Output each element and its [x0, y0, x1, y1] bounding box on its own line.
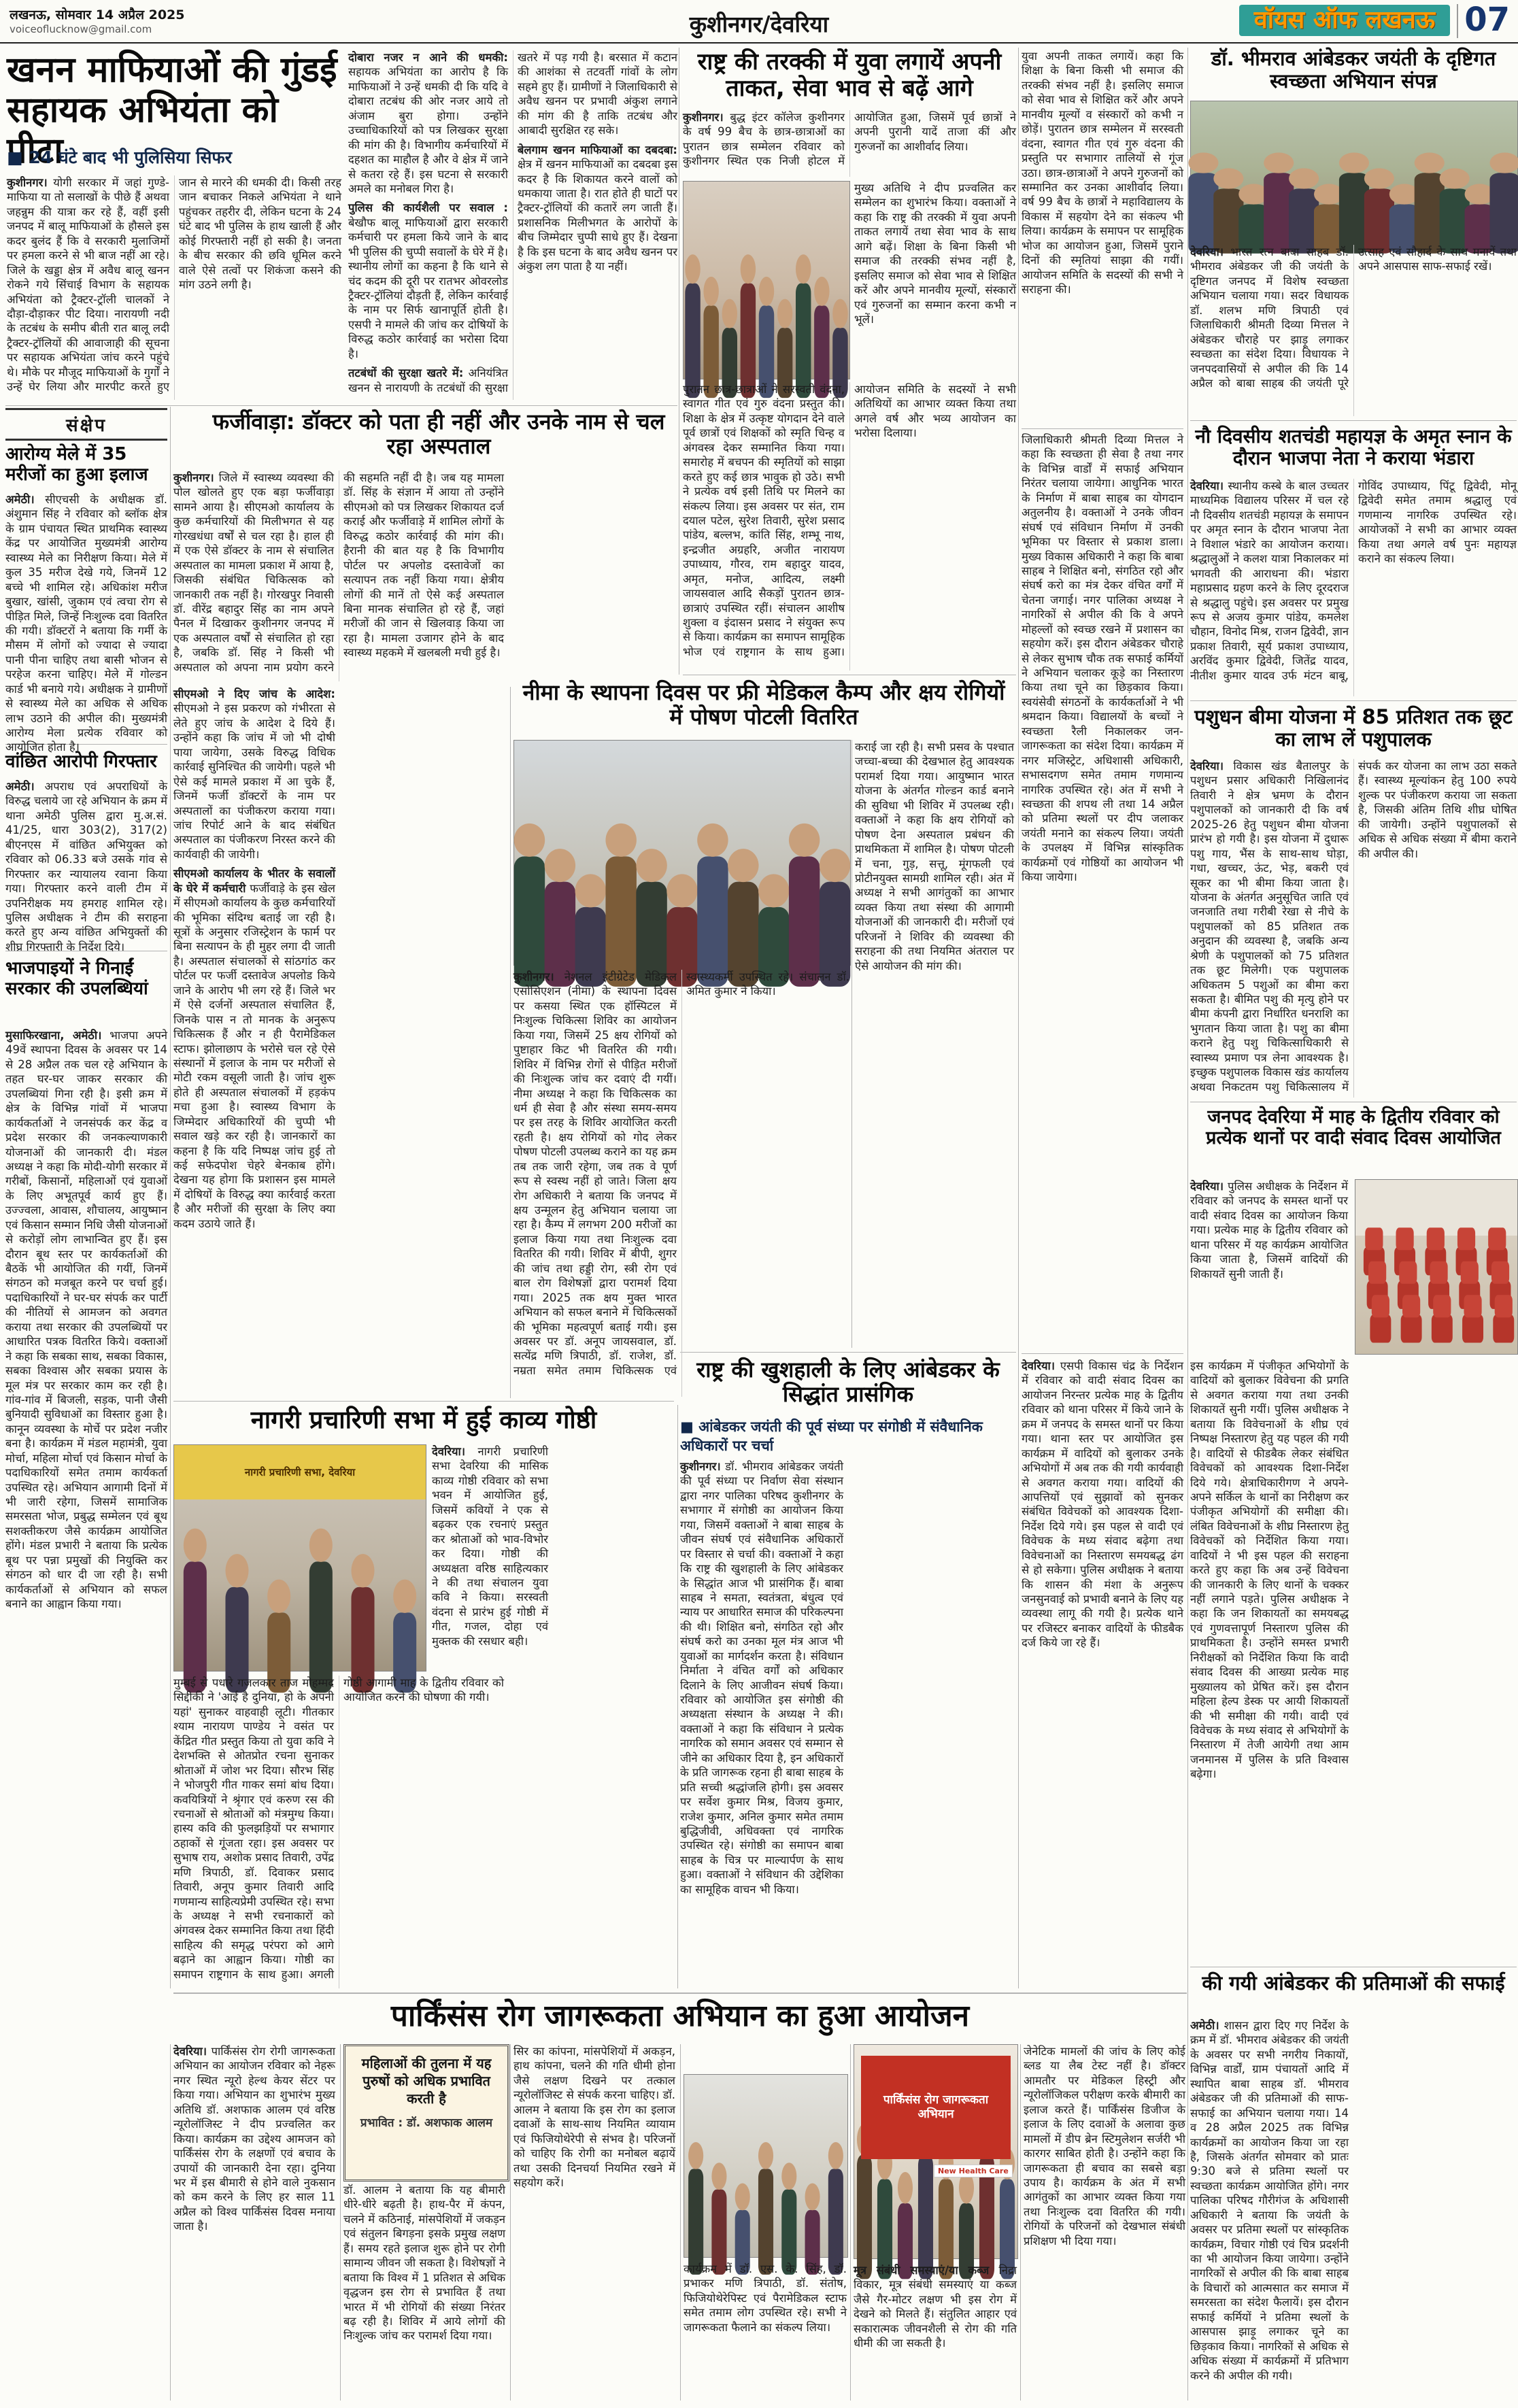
- divider: [173, 1992, 1187, 1994]
- article-text: फर्जीवाड़े के इस खेल में सीएमओ कार्यालय के कुछ कर्मचारियों की भूमिका संदिग्ध बताई जा रही है। सूत्रों के अनुसार रजिस्ट्रेशन के फार्म पर बिना सत्यापन के ही मुहर लगा दी जाती है। अस्पताल संचालकों से सांठगांठ कर पोर्टल पर फर्जी दस्तावेज अपलोड किये जाने के आरोप भी लग रहे हैं। जिले भर में ऐसे दर्जनों अस्पताल संचालित हैं, जिनके पास न तो मानक के अनुरूप चिकित्सक हैं और न ही पैरामेडिकल स्टाफ। झोलाछाप के भरोसे चल रहे ऐसे संस्थानों में इलाज के नाम पर मरीजों से मोटी रकम वसूली जाती है। जांच शुरू होते ही अस्पताल संचालकों में हड़कंप मचा हुआ है। स्वास्थ्य विभाग के जिम्मेदार अधिकारियों की चुप्पी भी सवाल खड़े कर रही है। जानकारों का कहना है कि यदि निष्पक्ष जांच हुई तो कई सफेदपोश चेहरे बेनकाब होंगे। देखना यह होगा कि प्रशासन इस मामले में दोषियों के विरुद्ध क्या कार्रवाई करता है और मरीजों की सुरक्षा के लिए क्या कदम उठाये जाते हैं।: [173, 881, 336, 1230]
- article-mahayagya-body: [1190, 479, 1517, 696]
- section-head: बेलगाम खनन माफियाओं का दबदबा:: [518, 143, 677, 156]
- article-text: मुम्बई से पधारे गजलकार ताज मोहम्मद सिद्दीकी ने 'आई है दुनिया, हो के अपनी यहां' सुनाकर वाहवाही लूटी। गीतकार श्याम नारायण पाण्डेय ने वसंत पर केंद्रित गीत प्रस्तुत किया तो युवा कवि ने देशभक्ति से ओतप्रोत रचना सुनाकर श्रोताओं में जोश भर दिया। सौरभ सिंह ने भोजपुरी गीत गाकर समां बांध दिया। कवयित्रियों ने श्रृंगार एवं करुण रस की रचनाओं से श्रोताओं को मंत्रमुग्ध किया। हास्य कवि की फुलझड़ियों पर सभागार ठहाकों से गूंजता रहा। इस अवसर पर सुभाष राय, अशोक प्रसाद तिवारी, उपेंद्र मणि त्रिपाठी, डॉ. दिवाकर प्रसाद तिवारी, अनूप कुमार तिवारी आदि गणमान्य साहित्यप्रेमी उपस्थित रहे। सभा के अध्यक्ष ने सभी रचनाकारों को अंगवस्त्र देकर सम्मानित किया तथा हिंदी साहित्य की समृद्ध परंपरा को आगे बढ़ाने का आह्वान किया। गोष्ठी का समापन राष्ट्रगान के साथ हुआ। अगली गोष्ठी आगामी माह के द्वितीय रविवार को आयोजित करने की घोषणा की गयी।: [173, 1676, 504, 1981]
- parkinsons-banner: [861, 2056, 1011, 2159]
- section-head: मूत्र संबंधी समस्याएं/या कब्ज: [854, 2264, 990, 2277]
- article-kavya-intro: [432, 1444, 674, 1670]
- column-rule: [510, 687, 511, 1398]
- article-farjiwada-intro: [173, 471, 674, 681]
- article-text: डॉ. आलम ने बताया कि यह बीमारी धीरे-धीरे बढ़ती है। हाथ-पैर में कंपन, चलने में कठिनाई, मांसपेशियों में जकड़न एवं संतुलन बिगड़ना इसके प्रमुख लक्षण हैं। समय रहते इलाज शुरू होने पर रोगी सामान्य जीवन जी सकता है। विशेषज्ञों ने बताया कि विश्व में 1 प्रतिशत से अधिक वृद्धजन इस रोग से प्रभावित हैं तथा भारत में भी रोगियों की संख्या निरंतर बढ़ रही है। शिविर में आये लोगों की निःशुल्क जांच कर परामर्श दिया गया।: [343, 2184, 505, 2343]
- article-pashudhan-body: [1190, 759, 1517, 1098]
- article-text: पुरातन छात्र-छात्राओं ने सरस्वती वंदना, स्वागत गीत एवं गुरु वंदना प्रस्तुत की। शिक्षा के क्षेत्र में उत्कृष्ट योगदान देने वाले पूर्व छात्रों एवं शिक्षकों को स्मृति चिन्ह व अंगवस्त्र देकर सम्मानित किया गया। समारोह में बचपन की स्मृतियों को साझा करते हुए कई छात्र भावुक हो उठे। सभी ने प्रत्येक वर्ष इसी तिथि पर मिलने का संकल्प लिया। इस अवसर पर संत, राम दयाल पटेल, सुरेश तिवारी, सुरेश प्रसाद पांडेय, बल्लभ, कांति सिंह, शम्भू नाथ, इन्द्रजीत अग्रहरि, अजीत नारायण उपाध्याय, गौरव, राम बहादुर यादव, अमृत, मनोज, आदित्य, लक्ष्मी जायसवाल आदि सैकड़ों पुरातन छात्र-छात्राएं उपस्थित रहीं। संचालन आशीष शुक्ला व इंदासन प्रसाद ने संयुक्त रूप से किया। कार्यक्रम का समापन सामूहिक भोज एवं राष्ट्रगान के साथ हुआ। आयोजन समिति के सदस्यों ने सभी अतिथियों का आभार व्यक्त किया तथा अगले वर्ष और भव्य आयोजन का भरोसा दिलाया।: [683, 383, 1016, 658]
- column-rule: [170, 2044, 171, 2401]
- headline-vanchhit: वांछित आरोपी गिरफ्तार: [5, 751, 157, 772]
- article-text: इस कार्यक्रम में पंजीकृत अभियोगों के वादियों को बुलाकर विवेचना की प्रगति से अवगत कराया गया तथा उनकी शिकायतें सुनी गयीं। पुलिस अधीक्षक ने बताया कि विवेचनाओं के शीघ्र एवं निष्पक्ष निस्तारण हेतु यह पहल की गयी है। वादियों से फीडबैक लेकर संबंधित विवेचकों को आवश्यक दिशा-निर्देश दिये गये। क्षेत्राधिकारीगण ने अपने-अपने सर्किल के थानों का निरीक्षण कर पंजीकृत अभियोगों की समीक्षा की। लंबित विवेचनाओं के शीघ्र निस्तारण हेतु विवेचकों को निर्देशित किया गया। वादियों ने भी इस पहल की सराहना करते हुए कहा कि अब उन्हें विवेचना की जानकारी के लिए थानों के चक्कर नहीं लगाने पड़ते। पुलिस अधीक्षक ने कहा कि जन शिकायतों का समयबद्ध एवं गुणवत्तापूर्ण निस्तारण पुलिस की प्राथमिकता है। उन्होंने समस्त प्रभारी निरीक्षकों को निर्देशित किया कि वादी संवाद दिवस की आख्या प्रत्येक माह मुख्यालय को प्रेषित करें। इस दौरान महिला हेल्प डेस्क पर आयी शिकायतों की भी समीक्षा की गयी। वादी एवं विवेचक के मध्य संवाद से अभियोगों के निस्तारण में तेजी आयेगी तथा आम जनमानस में पुलिस के प्रति विश्वास बढ़ेगा।: [1190, 1359, 1349, 1781]
- column-rule: [1018, 48, 1019, 1988]
- page-number: 07: [1464, 1, 1510, 39]
- article-text: जेनेटिक मामलों की जांच के लिए कोई ब्लड या लैब टेस्ट नहीं है। डॉक्टर आमतौर पर मेडिकल हिस्ट्री और न्यूरोलॉजिकल परीक्षण करके बीमारी का इलाज करते हैं। पार्किंसंस डिजीज के इलाज के लिए दवाओं के अलावा कुछ मामलों में डीप ब्रेन स्टिमुलेशन सर्जरी भी कारगर साबित होती है। उन्होंने कहा कि जागरूकता ही बचाव का सबसे बड़ा उपाय है। कार्यक्रम के अंत में सभी आगंतुकों का आभार व्यक्त किया गया तथा निःशुल्क दवा वितरित की गयी। रोगियों के परिजनों को देखभाल संबंधी प्रशिक्षण भी दिया गया।: [1024, 2045, 1185, 2248]
- banner-text: पार्किंसंस रोग जागरूकता अभियान: [883, 2092, 989, 2121]
- dateline: देवरिया।: [1190, 245, 1224, 258]
- headline-rashtra: राष्ट्र की तरक्की में युवा लगायें अपनी ताकत, सेवा भाव से बढ़ें आगे: [697, 48, 1002, 102]
- quote-box-attribution: प्रभावित : डॉ. अशफाक आलम: [360, 2116, 493, 2130]
- article-text: कराई जा रही है। सभी प्रसव के पश्चात जच्चा-बच्चा की देखभाल हेतु आवश्यक परामर्श दिया गया। आयुष्मान भारत योजना के अंतर्गत गोल्डन कार्ड बनाने की सुविधा भी शिविर में उपलब्ध रही। वक्ताओं ने कहा कि क्षय रोगियों को पोषण देना अस्पताल प्रबंधन की प्राथमिकता में शामिल है। पोषण पोटली में चना, गुड़, सत्तू, मूंगफली एवं प्रोटीनयुक्त सामग्री शामिल रही। अंत में अध्यक्ष ने सभी आगंतुकों का आभार व्यक्त किया तथा संस्था की आगामी योजनाओं की जानकारी दी। मरीजों एवं परिजनों ने शिविर की व्यवस्था की सराहना की तथा नियमित अंतराल पर ऐसे आयोजन की मांग की।: [855, 741, 1014, 972]
- dateline: कुशीनगर।: [513, 970, 554, 983]
- dateline: अमेठी।: [5, 780, 35, 793]
- article-vadi-cont: [1022, 1359, 1183, 1990]
- kavya-photo-banner: [174, 1445, 426, 1499]
- article-text: जिले में स्वास्थ्य व्यवस्था की पोल खोलते हुए एक बड़ा फर्जीवाड़ा सामने आया है। सीएमओ कार्यालय के कुछ कर्मचारियों की मिलीभगत से यह गोरखधंधा वर्षों से चल रहा है। हाल ही में एक ऐसे डॉक्टर के नाम से संचालित अस्पताल का मामला प्रकाश में आया है, जिसकी संबंधित चिकित्सक को जानकारी तक नहीं है। गोरखपुर निवासी डॉ. वीरेंद्र बहादुर सिंह का नाम अपने पैनल में दिखाकर कुशीनगर जनपद में एक अस्पताल वर्षों से संचालित हो रहा है, जबकि डॉ. सिंह ने किसी भी अस्पताल को अपना नाम प्रयोग करने की सहमति नहीं दी है। जब यह मामला डॉ. सिंह के संज्ञान में आया तो उन्होंने सीएमओ को पत्र लिखकर शिकायत दर्ज कराई और फर्जीवाड़े में शामिल लोगों के विरुद्ध कठोर कार्रवाई की मांग की। हैरानी की बात यह है कि विभागीय पोर्टल पर अपलोड दस्तावेजों का सत्यापन तक नहीं किया गया। क्षेत्रीय लोगों की मानें तो ऐसे कई अस्पताल बिना मानक संचालित हो रहे हैं, जहां मरीजों की जान से खिलवाड़ किया जा रहा है। मामला उजागर होने के बाद स्वास्थ्य महकमे में खलबली मची हुई है।: [173, 471, 504, 674]
- headline-nima: नीमा के स्थापना दिवस पर फ्री मेडिकल कैम्प और क्षय रोगियों में पोषण पोटली वितरित: [522, 679, 1005, 730]
- article-nima-body: [513, 970, 849, 1397]
- section-head: पुलिस की कार्यशैली पर सवाल :: [348, 201, 508, 215]
- article-vadi-side: [1190, 1179, 1348, 1353]
- dateline: देवरिया।: [1022, 1359, 1056, 1372]
- article-safai-body: [1190, 2018, 1517, 2399]
- article-text: युवा अपनी ताकत लगायें। कहा कि शिक्षा के बिना किसी भी समाज की तरक्की संभव नहीं है। इसलिए समाज को सेवा भाव से शिक्षित करें और अपने मानवीय मूल्यों व संस्कारों को कभी न छोड़ें। पुरातन छात्र सम्मेलन में सरस्वती वंदना, स्वागत गीत एवं गुरु वंदना की प्रस्तुति पर सभागार तालियों से गूंज उठा। छात्र-छात्राओं ने अपने गुरुजनों को सम्मानित कर उनका आशीर्वाद लिया। वर्ष 99 बैच के छात्रों ने महाविद्यालय के विकास में सहयोग देने का संकल्प भी लिया। कार्यक्रम के समापन पर सामूहिक भोज का आयोजन हुआ, जिसमें पुराने दिनों की स्मृतियां साझा की गयीं। आयोजन समिति के सदस्यों की सभी ने सराहना की।: [1022, 50, 1183, 296]
- article-khushhali-body: [680, 1459, 1016, 1988]
- article-text: डॉ. भीमराव आंबेडकर जयंती की पूर्व संध्या पर निर्वाण सेवा संस्थान द्वारा नगर पालिका परिषद कुशीनगर के सभागार में संगोष्ठी का आयोजन किया गया, जिसमें वक्ताओं ने बाबा साहब के जीवन संघर्ष एवं संवैधानिक अधिकारों पर विस्तार से चर्चा की। वक्ताओं ने कहा कि राष्ट्र की खुशहाली के लिए आंबेडकर के सिद्धांत आज भी प्रासंगिक हैं। बाबा साहब ने समता, स्वतंत्रता, बंधुत्व एवं न्याय पर आधारित समाज की परिकल्पना की थी। शिक्षित बनो, संगठित रहो और संघर्ष करो का उनका मूल मंत्र आज भी युवाओं का मार्गदर्शन करता है। संविधान निर्माता ने वंचित वर्गों को अधिकार दिलाने के लिए आजीवन संघर्ष किया। रविवार को आयोजित इस संगोष्ठी की अध्यक्षता संस्थान के अध्यक्ष ने की। वक्ताओं ने कहा कि संविधान ने प्रत्येक नागरिक को समान अवसर एवं सम्मान से जीने का अधिकार दिया है, इन अधिकारों के प्रति जागरूक रहना ही बाबा साहब के प्रति सच्ची श्रद्धांजलि होगी। इस अवसर पर सर्वेश कुमार मिश्र, विजय कुमार, राजेश कुमार, अनिल कुमार समेत तमाम बुद्धिजीवी, अधिवक्ता एवं नागरिक उपस्थित रहे। संगोष्ठी का समापन बाबा साहब के चित्र पर माल्यार्पण के साथ हुआ। वक्ताओं ने संविधान की उद्देशिका का सामूहिक वाचन भी किया।: [680, 1460, 843, 1896]
- column-rule: [170, 407, 171, 1988]
- column-rule: [340, 2044, 341, 2401]
- article-parkinsons-caption2: [854, 2263, 1017, 2401]
- header-divider: [1457, 4, 1458, 38]
- dateline: देवरिया।: [173, 2045, 207, 2058]
- column-rule: [677, 1405, 678, 1988]
- clinic-name-tag: New Health Care: [934, 2165, 1013, 2177]
- article-text: अनियंत्रित खनन से नारायणी के तटबंधों की सुरक्षा खतरे में पड़ गयी है। बरसात में कटान की आशंका से तटवर्ती गांवों के लोग सहमे हुए हैं। ग्रामीणों ने जिलाधिकारी से अवैध खनन पर प्रभावी अंकुश लगाने की मांग की है ताकि तटबंध और आबादी सुरक्षित रह सके।: [348, 51, 677, 394]
- headline-parkinsons: पार्किंसंस रोग जागरूकता अभियान का हुआ आयोजन: [390, 1999, 970, 2033]
- edition-date: लखनऊ, सोमवार 14 अप्रैल 2025: [10, 7, 185, 22]
- article-nima-col: [855, 740, 1014, 1348]
- divider: [1022, 428, 1183, 429]
- vadi-photo-chairs: [1355, 1179, 1518, 1355]
- article-kavya-body: [173, 1676, 674, 1988]
- divider: [5, 405, 677, 406]
- masthead: वॉयस ऑफ लखनऊ: [1239, 5, 1450, 36]
- dateline: कुशीनगर।: [7, 176, 48, 189]
- article-text: निद्रा विकार, मूत्र संबंधी समस्याएं या कब्ज जैसे गैर-मोटर लक्षण भी इस रोग में देखने को मिलते हैं। संतुलित आहार एवं सकारात्मक जीवनशैली से रोग की गति धीमी की जा सकती है।: [854, 2264, 1017, 2350]
- subhead-khushhali: ■ आंबेडकर जयंती की पूर्व संध्या पर संगोष्ठी में संवैधानिक अधिकारों पर चर्चा: [680, 1417, 1016, 1455]
- article-text: बेखौफ बालू माफियाओं द्वारा सरकारी कर्मचारी पर हमला किये जाने के बाद भी पुलिस की चुप्पी सवालों के घेरे में है। स्थानीय लोगों का कहना है कि थाने से चंद कदम की दूरी पर रातभर ओवरलोड ट्रैक्टर-ट्रॉलियां दौड़ती हैं, लेकिन कार्रवाई के नाम पर सिर्फ खानापूर्ति होती है। एसपी ने मामले की जांच कर दोषियों के विरुद्ध कठोर कार्रवाई का भरोसा दिया है।: [348, 216, 508, 360]
- article-parkinsons-caption1: [684, 2262, 847, 2401]
- article-text: योगी सरकार में जहां गुण्डे-माफिया या तो सलाखों के पीछे हैं अथवा जहन्नुम की यात्रा कर रहे हैं, वहीं इसी जनपद में बालू माफियाओं के हौसले इस कदर बुलंद हैं कि वे सरकारी मुलाजिमों पर हमला करने से भी बाज नहीं आ रहे। जिले के खड्डा क्षेत्र में अवैध बालू खनन रोकने गये सिंचाई विभाग के सहायक अभियंता को ट्रैक्टर-ट्रॉली चालकों ने दौड़ा-दौड़ाकर पीट दिया। नारायणी नदी के तटबंध के समीप बीती रात बालू लदी ट्रैक्टर-ट्रॉलियों की आवाजाही की सूचना पर सहायक अभियंता जांच करने पहुंचे थे। मौके पर मौजूद माफियाओं के गुर्गों ने उन्हें घेर लिया और मारपीट करते हुए जान से मारने की धमकी दी। किसी तरह जान बचाकर निकले अभियंता ने थाने पहुंचकर तहरीर दी, लेकिन घटना के 24 घंटे बाद भी पुलिस के हाथ खाली हैं और कोई गिरफ्तारी नहीं हो सकी है। जनता के बीच सरकार की छवि धूमिल करने वाले ऐसे तत्वों पर शिकंजा कसने की मांग उठने लगी है।: [7, 176, 341, 394]
- article-text: विकास खंड बैतालपुर के पशुधन प्रसार अधिकारी निखिलानंद तिवारी ने क्षेत्र भ्रमण के दौरान पशुपालकों को जानकारी दी कि वर्ष 2025-26 हेतु पशुधन बीमा योजना प्रारंभ हो गयी है। इस योजना में दुधारू पशु गाय, भैंस के साथ-साथ घोड़ा, गधा, खच्चर, ऊंट, भेड़, बकरी एवं सूकर का भी बीमा किया जाता है। योजना के अंतर्गत अनुसूचित जाति एवं जनजाति तथा गरीबी रेखा से नीचे के पशुपालकों को 85 प्रतिशत तक अनुदान की व्यवस्था है, जबकि अन्य श्रेणी के पशुपालकों को 75 प्रतिशत तक छूट मिलेगी। एक पशुपालक अधिकतम 5 पशुओं का बीमा करा सकता है। बीमित पशु की मृत्यु होने पर बीमा कंपनी द्वारा निर्धारित धनराशि का भुगतान किया जाता है। पशु का बीमा कराने हेतु पशु चिकित्साधिकारी से स्वास्थ्य प्रमाण पत्र लेना आवश्यक है। इच्छुक पशुपालक विकास खंड कार्यालय अथवा निकटतम पशु चिकित्सालय में संपर्क कर योजना का लाभ उठा सकते हैं। स्वास्थ्य मूल्यांकन हेतु 100 रुपये शुल्क पर पंजीकरण कराया जा सकता है, जिसकी अंतिम तिथि शीघ्र घोषित की जायेगी। उन्होंने पशुपालकों से अधिक से अधिक संख्या में बीमा कराने की अपील की।: [1190, 760, 1517, 1093]
- article-rashtra-body: [683, 382, 1016, 671]
- article-text: स्थानीय कस्बे के बाल उच्चतर माध्यमिक विद्यालय परिसर में चल रहे नौ दिवसीय शतचंडी महायज्ञ के समापन पर अमृत स्नान के दौरान भाजपा नेता ने विशाल भंडारे का आयोजन कराया। श्रद्धालुओं ने कलश यात्रा निकालकर मां भगवती की आराधना की। भंडारा महाप्रसाद ग्रहण करने के लिए दूरदराज से श्रद्धालु पहुंचे। इस अवसर पर प्रमुख रूप से अजय कुमार पांडेय, कमलेश चौहान, विनोद मिश्र, राजन द्विवेदी, ज्ञान प्रकाश तिवारी, सूर्य प्रकाश उपाध्याय, अरविंद कुमार द्विवेदी, जितेंद्र यादव, नीतीश कुमार यादव उर्फ मंटन बाबू, गोविंद उपाध्याय, पिंटू द्विवेदी, मोनू द्विवेदी समेत तमाम श्रद्धालु एवं गणमान्य नागरिक उपस्थित रहे। आयोजकों ने सभी का आभार व्यक्त किया तथा अगले वर्ष पुनः महायज्ञ कराने का संकल्प लिया।: [1190, 479, 1517, 682]
- dateline: अमेठी।: [1190, 2019, 1219, 2032]
- article-rashtra-intro: [683, 110, 1016, 177]
- dateline: अमेठी।: [5, 493, 35, 506]
- sankshep-label: संक्षेप: [5, 408, 167, 441]
- section-head: सीएमओ ने दिए जांच के आदेश:: [173, 688, 335, 700]
- article-text: सहायक अभियंता का आरोप है कि माफियाओं ने उन्हें धमकी दी कि यदि वे दोबारा तटबंध की ओर नजर आये तो अंजाम बुरा होगा। उन्होंने उच्चाधिकारियों को पत्र लिखकर सुरक्षा की मांग की है। विभागीय कर्मचारियों में दहशत का माहौल है और वे क्षेत्र में जाने से कतरा रहे हैं। इस घटना से सरकारी अमले का मनोबल गिरा है।: [348, 65, 508, 195]
- headline-farjiwada: फर्जीवाड़ा: डॉक्टर को पता ही नहीं और उनके नाम से चल रहा अस्पताल: [212, 409, 665, 460]
- headline-pashudhan: पशुधन बीमा योजना में 85 प्रतिशत तक छूट का लाभ लें पशुपालक: [1194, 705, 1513, 751]
- article-text: पुलिस अधीक्षक के निर्देशन में रविवार को जनपद के समस्त थानों पर वादी संवाद दिवस का आयोजन किया गया। प्रत्येक माह के द्वितीय रविवार को थाना परिसर में यह कार्यक्रम आयोजित किया जाता है, जिसमें वादियों की शिकायतें सुनी जाती हैं।: [1190, 1180, 1348, 1281]
- article-text: एसपी विकास चंद्र के निर्देशन में रविवार को वादी संवाद दिवस का आयोजन निरन्तर प्रत्येक माह के द्वितीय रविवार को थाना परिसर में किये जाने के क्रम में जनपद के समस्त थानों पर किया गया। थाना स्तर पर आयोजित इस कार्यक्रम में वादियों को बुलाकर उनके अभियोगों में अब तक की गयी कार्यवाही से अवगत कराया गया। वादियों की आपत्तियों एवं सुझावों को सुनकर संबंधित विवेचकों को आवश्यक दिशा-निर्देश दिये गये। इस पहल से वादी एवं विवेचक के मध्य संवाद बढ़ेगा तथा विवेचनाओं का निस्तारण समयबद्ध ढंग से हो सकेगा। पुलिस अधीक्षक ने बताया कि शासन की मंशा के अनुरूप जनसुनवाई को प्रभावी बनाने के लिए यह व्यवस्था लागू की गयी है। प्रत्येक थाने पर रजिस्टर बनाकर वादियों के फीडबैक दर्ज किये जा रहे हैं।: [1022, 1359, 1183, 1650]
- article-text: नेशनल इंटीग्रेटेड मेडिकल एसोसिएशन (नीमा) के स्थापना दिवस पर कसया स्थित एक हॉस्पिटल में निःशुल्क चिकित्सा शिविर का आयोजन किया गया, जिसमें 25 क्षय रोगियों को पुष्टाहार किट भी वितरित की गयी। शिविर में विभिन्न रोगों से पीड़ित मरीजों की निःशुल्क जांच कर दवाएं दी गयीं। नीमा अध्यक्ष ने कहा कि चिकित्सक का धर्म ही सेवा है और संस्था समय-समय पर इस तरह के शिविर आयोजित करती रहती है। क्षय रोगियों को गोद लेकर पोषण पोटली उपलब्ध कराने का यह क्रम तब तक जारी रहेगा, जब तक वे पूर्ण रूप से स्वस्थ नहीं हो जाते। जिला क्षय रोग अधिकारी ने बताया कि जनपद में क्षय उन्मूलन हेतु अभियान चलाया जा रहा है। कैम्प में लगभग 200 मरीजों का इलाज किया गया तथा निःशुल्क दवा वितरित की गयी। शिविर में बीपी, शुगर की जांच तथा हड्डी रोग, स्त्री रोग एवं बाल रोग विशेषज्ञों द्वारा परामर्श दिया गया। 2025 तक क्षय मुक्त भारत अभियान को सफल बनाने में चिकित्सकों की भूमिका महत्वपूर्ण बताई गयी। इस अवसर पर डॉ. अनूप जायसवाल, डॉ. सत्येंद्र मणि त्रिपाठी, डॉ. राजेश, डॉ. नम्रता समेत तमाम चिकित्सक एवं स्वास्थ्यकर्मी उपस्थित रहे। संचालन डॉ. अमित कुमार ने किया।: [513, 970, 849, 1377]
- parkinsons-photo-banner: [854, 2044, 1018, 2259]
- column-rule: [1187, 48, 1188, 2401]
- divider: [1190, 700, 1517, 701]
- article-rashtra-cont: [1022, 49, 1183, 424]
- headline-arogya: आरोग्य मेले में 35 मरीजों का हुआ इलाज: [5, 444, 148, 485]
- dateline: देवरिया।: [432, 1445, 466, 1458]
- kavya-photo: [173, 1444, 426, 1672]
- article-text: बुद्ध इंटर कॉलेज कुशीनगर के वर्ष 99 बैच के छात्र-छात्राओं का पुरातन छात्र सम्मेलन रविवार को कुशीनगर स्थित एक निजी होटल में आयोजित हुआ, जिसमें पूर्व छात्रों ने अपनी पुरानी यादें ताजा कीं और गुरुजनों का आशीर्वाद लिया।: [683, 111, 1016, 168]
- quote-box-heading: महिलाओं की तुलना में यह पुरुषों को अधिक प्रभावित करती है: [361, 2055, 492, 2107]
- headline-khanan: खनन माफियाओं की गुंडई सहायक अभियंता को पीटा: [7, 50, 337, 171]
- divider: [1022, 1353, 1183, 1354]
- article-text: क्षेत्र में खनन माफियाओं का दबदबा इस कदर है कि शिकायत करने वालों को धमकाया जाता है। रात होते ही घाटों पर ट्रैक्टर-ट्रॉलियों की कतारें लग जाती हैं। प्रशासनिक मिलीभगत के आरोपों के बीच जिम्मेदार चुप्पी साधे हुए हैं। देखना है कि इस घटना के बाद अवैध खनन पर अंकुश लग पाता है या नहीं।: [518, 158, 677, 273]
- article-text: कार्यक्रम में डॉ. एस. के. सिंह, डॉ. प्रभाकर मणि त्रिपाठी, डॉ. संतोष, फिजियोथेरेपिस्ट एवं पैरामेडिकल स्टाफ समेत तमाम लोग उपस्थित रहे। सभी ने जागरूकता फैलाने का संकल्प लिया।: [684, 2262, 847, 2334]
- headline-safai: की गयी आंबेडकर की प्रतिमाओं की सफाई: [1202, 1971, 1505, 1995]
- article-text: पार्किंसंस रोग रोगी जागरूकता अभियान का आयोजन रविवार को नेहरू नगर स्थित न्यूरो हेल्थ केयर सेंटर पर किया गया। अभियान का शुभारंभ मुख्य अतिथि डॉ. अशफाक आलम एवं वरिष्ठ न्यूरोलॉजिस्ट ने दीप प्रज्वलित कर किया। कार्यक्रम का उद्देश्य आमजन को पार्किंसंस रोग के लक्षणों एवं बचाव के उपायों की जानकारी देना रहा। दुनिया भर में इस बीमारी से होने वाले नुकसान को कम करने के लिए हर साल 11 अप्रैल को विश्व पार्किंसंस दिवस मनाया जाता है।: [173, 2045, 335, 2233]
- dateline: मुसाफिरखाना, अमेठी।: [5, 1029, 102, 1042]
- article-swachhata-body: [1190, 245, 1517, 416]
- article-arogya-body: [5, 492, 167, 754]
- article-text: सिर का कांपना, मांसपेशियों में अकड़न, हाथ कांपना, चलने की गति धीमी होना जैसे लक्षण दिखने पर तत्काल न्यूरोलॉजिस्ट से संपर्क करना चाहिए। डॉ. आलम ने बताया कि इस रोग का इलाज दवाओं के साथ-साथ नियमित व्यायाम एवं फिजियोथेरेपी से संभव है। परिजनों को चाहिए कि रोगी का मनोबल बढ़ायें तथा उसकी दिनचर्या नियमित रखने में सहयोग करें।: [513, 2045, 675, 2189]
- article-text: सीएचसी के अधीक्षक डॉ. अंशुमान सिंह ने रविवार को ब्लॉक क्षेत्र के ग्राम पंचायत स्थित प्राथमिक स्वास्थ्य केंद्र पर आयोजित मुख्यमंत्री आरोग्य स्वास्थ्य मेले का निरीक्षण किया। मेले में कुल 35 मरीज देखे गये, जिनमें 12 बच्चे भी शामिल रहे। अधिकांश मरीज बुखार, खांसी, जुकाम एवं त्वचा रोग से पीड़ित मिले, जिन्हें निःशुल्क दवा वितरित की गयी। डॉक्टरों ने बताया कि गर्मी के मौसम में लोगों को ज्यादा से ज्यादा पानी पीना चाहिए तथा बासी भोजन से परहेज करना चाहिए। मेले में गोल्डन कार्ड भी बनाये गये। अधीक्षक ने ग्रामीणों से स्वास्थ्य मेले का अधिक से अधिक लाभ उठाने की अपील की। मुख्यमंत्री आरोग्य मेला प्रत्येक रविवार को आयोजित होता है।: [5, 493, 167, 754]
- section-head: दोबारा नजर न आने की धमकी:: [348, 51, 508, 64]
- article-bhajpa-body: [5, 1028, 167, 2398]
- headline-kavya: नागरी प्रचारिणी सभा में हुई काव्य गोष्ठी: [250, 1406, 597, 1434]
- column-rule: [680, 2044, 681, 2401]
- column-rule: [1020, 2044, 1021, 2401]
- article-vanchhit-body: [5, 779, 167, 953]
- parkinsons-quote-box: [343, 2044, 509, 2182]
- article-parkinsons-col3: [513, 2044, 675, 2401]
- rashtra-photo: [683, 181, 850, 379]
- article-parkinsons-col2: [343, 2183, 505, 2401]
- banner-text: नागरी प्रचारिणी सभा, देवरिया: [244, 1465, 356, 1478]
- column-rule: [851, 740, 852, 1348]
- page-header: [0, 0, 1518, 44]
- divider: [173, 1401, 674, 1402]
- dateline: कुशीनगर।: [173, 471, 214, 484]
- divider: [1190, 420, 1517, 421]
- article-rashtra-col: [854, 181, 1016, 378]
- article-text: नागरी प्रचारिणी सभा देवरिया की मासिक काव्य गोष्ठी रविवार को सभा भवन में आयोजित हुई, जिसमें कवियों ने एक से बढ़कर एक रचनाएं प्रस्तुत कर श्रोताओं को भाव-विभोर कर दिया। गोष्ठी की अध्यक्षता वरिष्ठ साहित्यकार ने की तथा संचालन युवा कवि ने किया। सरस्वती वंदना से प्रारंभ हुई गोष्ठी में गीत, गजल, दोहा एवं मुक्तक की रसधार बही।: [432, 1445, 549, 1648]
- article-text: भारत रत्न बाबा साहब डॉ. भीमराव अंबेडकर जी की जयंती के दृष्टिगत जनपद में विशेष स्वच्छता अभियान चलाया गया। सदर विधायक डॉ. शलभ मणि त्रिपाठी एवं जिलाधिकारी श्रीमती दिव्या मित्तल ने अंबेडकर चौराहे पर झाड़ू लगाकर स्वच्छता का संदेश दिया। विधायक ने जनपदवासियों से अपील की कि 14 अप्रैल को बाबा साहब की जयंती पूरे उत्साह एवं सौहार्द के साथ मनायें तथा अपने आसपास साफ-सफाई रखें।: [1190, 245, 1517, 390]
- dateline: देवरिया।: [1190, 1180, 1224, 1193]
- column-rule: [510, 2044, 511, 2401]
- article-parkinsons-col1: [173, 2044, 335, 2401]
- headline-vadi: जनपद देवरिया में माह के द्वितीय रविवार को प्रत्येक थानों पर वादी संवाद दिवस आयोजित: [1206, 1106, 1501, 1149]
- contact-email: voiceoflucknow@gmail.com: [10, 23, 152, 35]
- headline-mahayagya: नौ दिवसीय शतचंडी महायज्ञ के अमृत स्नान के दौरान भाजपा नेता ने कराया भंडारा: [1195, 425, 1512, 469]
- section-head: तटबंधों की सुरक्षा खतरे में:: [348, 367, 464, 380]
- section-head: सीएमओ कार्यालय के भीतर के सवालों के घेरे में कर्मचारी: [173, 867, 335, 895]
- dateline: देवरिया।: [1190, 760, 1224, 773]
- dateline: देवरिया।: [1190, 479, 1224, 492]
- article-farjiwada-body: [173, 687, 507, 1398]
- column-rule: [850, 2044, 851, 2401]
- dateline: कुशीनगर।: [680, 1460, 721, 1473]
- headline-khushhali: राष्ट्र की खुशहाली के लिए आंबेडकर के सिद्धांत प्रासंगिक: [696, 1357, 1000, 1408]
- article-text: शासन द्वारा दिए गए निर्देश के क्रम में डॉ. भीमराव अंबेडकर की जयंती के अवसर पर सभी नगरीय निकायों, विभिन्न वार्डों, ग्राम पंचायतों आदि में स्थापित बाबा साहब डॉ. भीमराव अंबेडकर जी की प्रतिमाओं की साफ-सफाई का अभियान चलाया गया। 14 व 28 अप्रैल 2025 तक विभिन्न कार्यक्रमों का आयोजन किया जा रहा है, जिसके अंतर्गत सोमवार को प्रातः 9:30 बजे से प्रतिमा स्थलों पर स्वच्छता कार्यक्रम आयोजित होंगे। नगर पालिका परिषद गौरीगंज के अधिशासी अधिकारी ने बताया कि जयंती के अवसर पर प्रतिमा स्थलों पर सांस्कृतिक कार्यक्रम, विचार गोष्ठी एवं चित्र प्रदर्शनी का भी आयोजन किया जायेगा। उन्होंने नागरिकों से अपील की कि बाबा साहब के विचारों को आत्मसात कर समाज में समरसता का संदेश फैलायें। इस दौरान सफाई कर्मियों ने प्रतिमा स्थलों के आसपास झाड़ू लगाकर चूने का छिड़काव किया। नागरिकों से अधिक से अधिक संख्या में कार्यक्रमों में प्रतिभाग करने की अपील की गयी।: [1190, 2019, 1349, 2382]
- article-text: भाजपा अपने 49वें स्थापना दिवस के अवसर पर 14 से 28 अप्रैल तक चल रहे अभियान के तहत घर-घर जाकर सरकार की उपलब्धियां गिना रही है। इसी क्रम में क्षेत्र के विभिन्न गांवों में भाजपा कार्यकर्ताओं ने जनसंपर्क कर केंद्र व प्रदेश सरकार की जनकल्याणकारी योजनाओं की जानकारी दी। मंडल अध्यक्ष ने कहा कि मोदी-योगी सरकार में गरीबों, किसानों, महिलाओं एवं युवाओं के लिए अभूतपूर्व कार्य हुए हैं। उज्ज्वला, आवास, शौचालय, आयुष्मान एवं किसान सम्मान निधि जैसी योजनाओं से करोड़ों लोग लाभान्वित हुए हैं। इस दौरान बूथ स्तर पर कार्यकर्ताओं की बैठकें भी आयोजित की गयीं, जिनमें संगठन को मजबूत करने पर चर्चा हुई। पदाधिकारियों ने घर-घर संपर्क कर पार्टी की नीतियों से आमजन को अवगत कराया तथा सरकार की उपलब्धियों पर आधारित पत्रक वितरित किये। वक्ताओं ने कहा कि सबका साथ, सबका विकास, सबका विश्वास और सबका प्रयास के मूल मंत्र पर सरकार काम कर रही है। गांव-गांव में बिजली, सड़क, पानी जैसी बुनियादी सुविधाओं का विस्तार हुआ है। कानून व्यवस्था के मोर्चे पर प्रदेश नजीर बना है। कार्यक्रम में मंडल महामंत्री, युवा मोर्चा, महिला मोर्चा एवं किसान मोर्चा के पदाधिकारियों समेत तमाम कार्यकर्ता उपस्थित रहे। अभियान आगामी दिनों में भी जारी रहेगा, जिसमें सामाजिक समरसता भोज, प्रबुद्ध सम्मेलन एवं बूथ सशक्तीकरण जैसे कार्यक्रम आयोजित होंगे। मंडल प्रभारी ने बताया कि प्रत्येक बूथ पर पन्ना प्रमुखों की नियुक्ति कर संगठन को धार दी जा रही है। सभी कार्यकर्ताओं से अभियान को सफल बनाने का आह्वान किया गया।: [5, 1029, 167, 1611]
- article-text: सीएमओ ने इस प्रकरण को गंभीरता से लेते हुए जांच के आदेश दे दिये हैं। उन्होंने कहा कि जांच में जो भी दोषी पाया जायेगा, उसके विरुद्ध विधिक कार्रवाई सुनिश्चित की जायेगी। पहले भी ऐसे कई मामले प्रकाश में आ चुके हैं, जिनमें फर्जी डॉक्टरों के नाम पर अस्पतालों का पंजीकरण कराया गया। जांच रिपोर्ट आने के बाद संबंधित अस्पताल का पंजीकरण निरस्त करने की कार्यवाही की जायेगी।: [173, 702, 335, 861]
- article-swachhata-cont: [1022, 433, 1183, 1352]
- parkinsons-photo-doctors: [684, 2074, 848, 2258]
- article-khanan-body: [348, 50, 677, 400]
- article-text: मुख्य अतिथि ने दीप प्रज्वलित कर सम्मेलन का शुभारंभ किया। वक्ताओं ने कहा कि राष्ट्र की तरक्की में युवा अपनी ताकत लगायें तथा सेवा भाव के साथ आगे बढ़ें। शिक्षा के बिना किसी भी समाज की तरक्की संभव नहीं है, इसलिए समाज को सेवा भाव से शिक्षित करें और अपने मानवीय मूल्यों, संस्कारों एवं गुरुजनों का सम्मान करना कभी न भूलें।: [854, 182, 1016, 326]
- article-vadi-body: [1190, 1359, 1517, 1963]
- article-text: जिलाधिकारी श्रीमती दिव्या मित्तल ने कहा कि स्वच्छता ही सेवा है तथा नगर के विभिन्न वार्डों में सफाई अभियान निरंतर चलाया जायेगा। आधुनिक भारत के निर्माण में बाबा साहब का योगदान अतुलनीय है। वक्ताओं ने उनके जीवन संघर्ष एवं संविधान निर्माण में उनकी भूमिका पर विस्तार से प्रकाश डाला। मुख्य विकास अधिकारी ने कहा कि बाबा साहब ने शिक्षित बनो, संगठित रहो और संघर्ष करो का मंत्र देकर वंचित वर्गों में चेतना जगाई। नगर पालिका अध्यक्ष ने नागरिकों से अपील की कि वे अपने मोहल्लों को स्वच्छ रखने में प्रशासन का सहयोग करें। इस दौरान अंबेडकर चौराहे से लेकर सुभाष चौक तक सफाई कर्मियों ने अभियान चलाकर कूड़े का निस्तारण किया तथा चूने का छिड़काव किया। स्वयंसेवी संगठनों के कार्यकर्ताओं ने भी श्रमदान किया। विद्यालयों के बच्चों ने स्वच्छता रैली निकालकर जन-जागरूकता का संदेश दिया। कार्यक्रम में नगर मजिस्ट्रेट, अधिशासी अधिकारी, सभासदगण समेत तमाम गणमान्य नागरिक उपस्थित रहे। अंत में सभी ने स्वच्छता की शपथ ली तथा 14 अप्रैल को प्रत‍िमा स्थलों पर दीप जलाकर जयंती मनाने का संकल्प लिया। जयंती के उपलक्ष्य में विभिन्न सांस्कृतिक कार्यक्रमों एवं गोष्ठियों का आयोजन भी किया जायेगा।: [1022, 433, 1183, 884]
- region-title: कुशीनगर/देवरिया: [689, 11, 829, 37]
- swachhata-photo: [1190, 101, 1518, 241]
- subhead-khanan: ■ 24 घंटे बाद भी पुलिसिया सिफर: [7, 146, 341, 169]
- article-parkinsons-col6: [1024, 2044, 1185, 2401]
- dateline: कुशीनगर।: [683, 111, 724, 124]
- headline-swachhata: डॉ. भीमराव आंबेडकर जयंती के दृष्टिगत स्वच्छता अभियान संपन्न: [1211, 47, 1496, 93]
- article-khanan-intro: [7, 175, 341, 400]
- headline-bhajpa: भाजपाइयों ने गिनाईं सरकार की उपलब्धियां: [5, 958, 148, 999]
- nima-photo: [513, 740, 851, 966]
- article-text: अपराध एवं अपराधियों के विरुद्ध चलाये जा रहे अभियान के क्रम में थाना अमेठी पुलिस द्वारा मु.अ.सं. 41/25, धारा 303(2), 317(2) बीएनएस में वांछित अभियुक्त को रविवार को 06.33 बजे उसके गांव से गिरफ्तार कर न्यायालय रवाना किया गया। गिरफ्तार करने वाली टीम में उपनिरीक्षक मय हमराह शामिल रहे। पुलिस अधीक्षक ने टीम की सराहना करते हुए अन्य वांछित अभियुक्तों की शीघ्र गिरफ्तारी के निर्देश दिये।: [5, 780, 167, 953]
